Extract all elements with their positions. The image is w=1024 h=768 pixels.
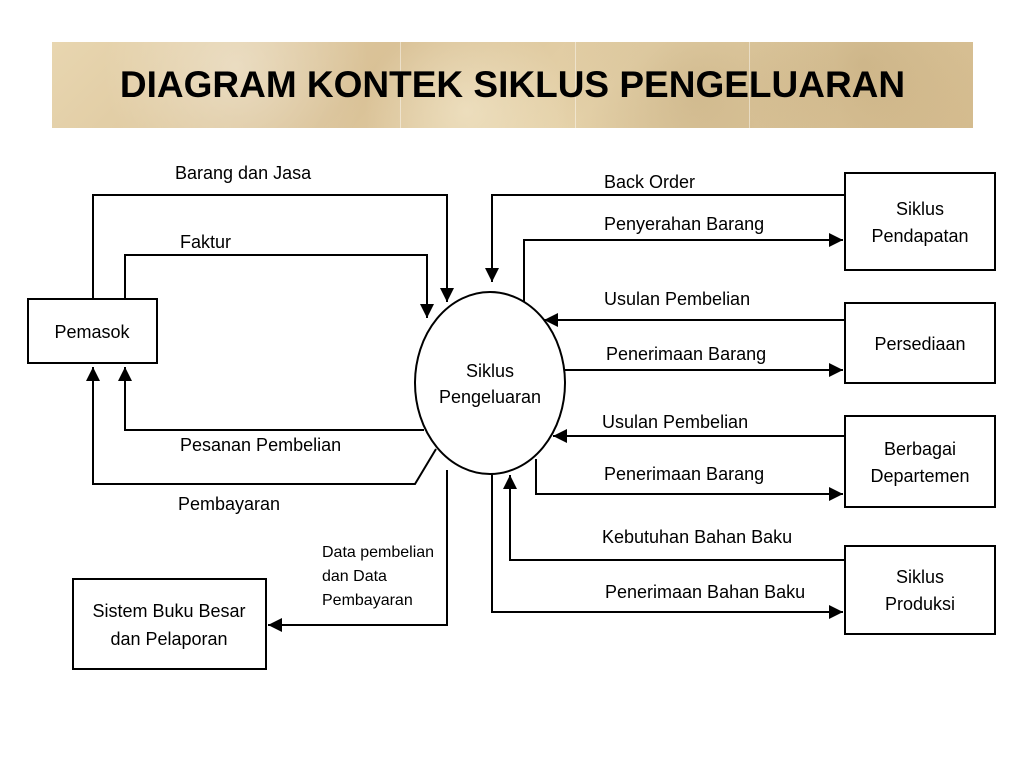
entity-pemasok — [28, 299, 157, 363]
svg-text:Pembayaran: Pembayaran — [322, 592, 413, 609]
svg-text:Kebutuhan Bahan Baku: Kebutuhan Bahan Baku — [602, 527, 793, 547]
svg-text:Berbagai: Berbagai — [883, 439, 957, 459]
flow-usulan-pembelian-departemen — [553, 412, 845, 436]
svg-text:Pemasok: Pemasok — [54, 322, 130, 342]
svg-text:Pesanan Pembelian: Pesanan Pembelian — [180, 435, 342, 455]
flow-data-pembelian-pembayaran — [268, 470, 447, 625]
svg-text:Pembayaran: Pembayaran — [178, 494, 281, 514]
svg-text:Penyerahan Barang: Penyerahan Barang — [604, 214, 765, 234]
process-siklus-pengeluaran — [415, 292, 565, 474]
svg-text:Produksi: Produksi — [884, 594, 956, 614]
svg-text:Persediaan: Persediaan — [874, 334, 966, 354]
svg-text:Siklus: Siklus — [465, 361, 515, 381]
entity-sistem-buku-besar — [73, 579, 266, 669]
entity-siklus-produksi — [845, 546, 995, 634]
svg-text:Pendapatan: Pendapatan — [871, 226, 969, 246]
svg-text:Penerimaan Barang: Penerimaan Barang — [606, 344, 767, 364]
svg-text:Pengeluaran: Pengeluaran — [438, 387, 542, 407]
svg-text:Faktur: Faktur — [180, 232, 232, 252]
flow-barang-dan-jasa — [93, 163, 447, 302]
svg-text:Siklus: Siklus — [895, 567, 945, 587]
svg-text:Penerimaan Barang: Penerimaan Barang — [604, 464, 765, 484]
entity-siklus-pendapatan — [845, 173, 995, 270]
svg-text:Siklus: Siklus — [895, 199, 945, 219]
svg-text:dan Pelaporan: dan Pelaporan — [110, 629, 228, 649]
svg-text:Usulan Pembelian: Usulan Pembelian — [604, 289, 751, 309]
svg-text:Usulan Pembelian: Usulan Pembelian — [602, 412, 749, 432]
svg-text:Barang dan Jasa: Barang dan Jasa — [175, 163, 312, 183]
flow-penerimaan-barang-departemen — [536, 459, 843, 494]
flow-penerimaan-barang-persediaan — [565, 344, 843, 370]
flow-faktur — [125, 232, 427, 318]
page-title: DIAGRAM KONTEK SIKLUS PENGELUARAN — [119, 64, 906, 105]
flow-pesanan-pembelian — [125, 367, 424, 455]
entity-persediaan — [845, 303, 995, 383]
svg-text:Departemen: Departemen — [870, 466, 970, 486]
svg-text:Sistem Buku Besar: Sistem Buku Besar — [92, 601, 246, 621]
svg-text:Penerimaan Bahan Baku: Penerimaan Bahan Baku — [605, 582, 806, 602]
svg-text:Data pembelian: Data pembelian — [322, 544, 435, 561]
entity-berbagai-departemen — [845, 416, 995, 507]
svg-text:Back Order: Back Order — [604, 172, 696, 192]
flow-usulan-pembelian-persediaan — [544, 289, 845, 320]
svg-text:dan Data: dan Data — [322, 568, 387, 585]
flow-kebutuhan-bahan-baku — [510, 475, 845, 560]
